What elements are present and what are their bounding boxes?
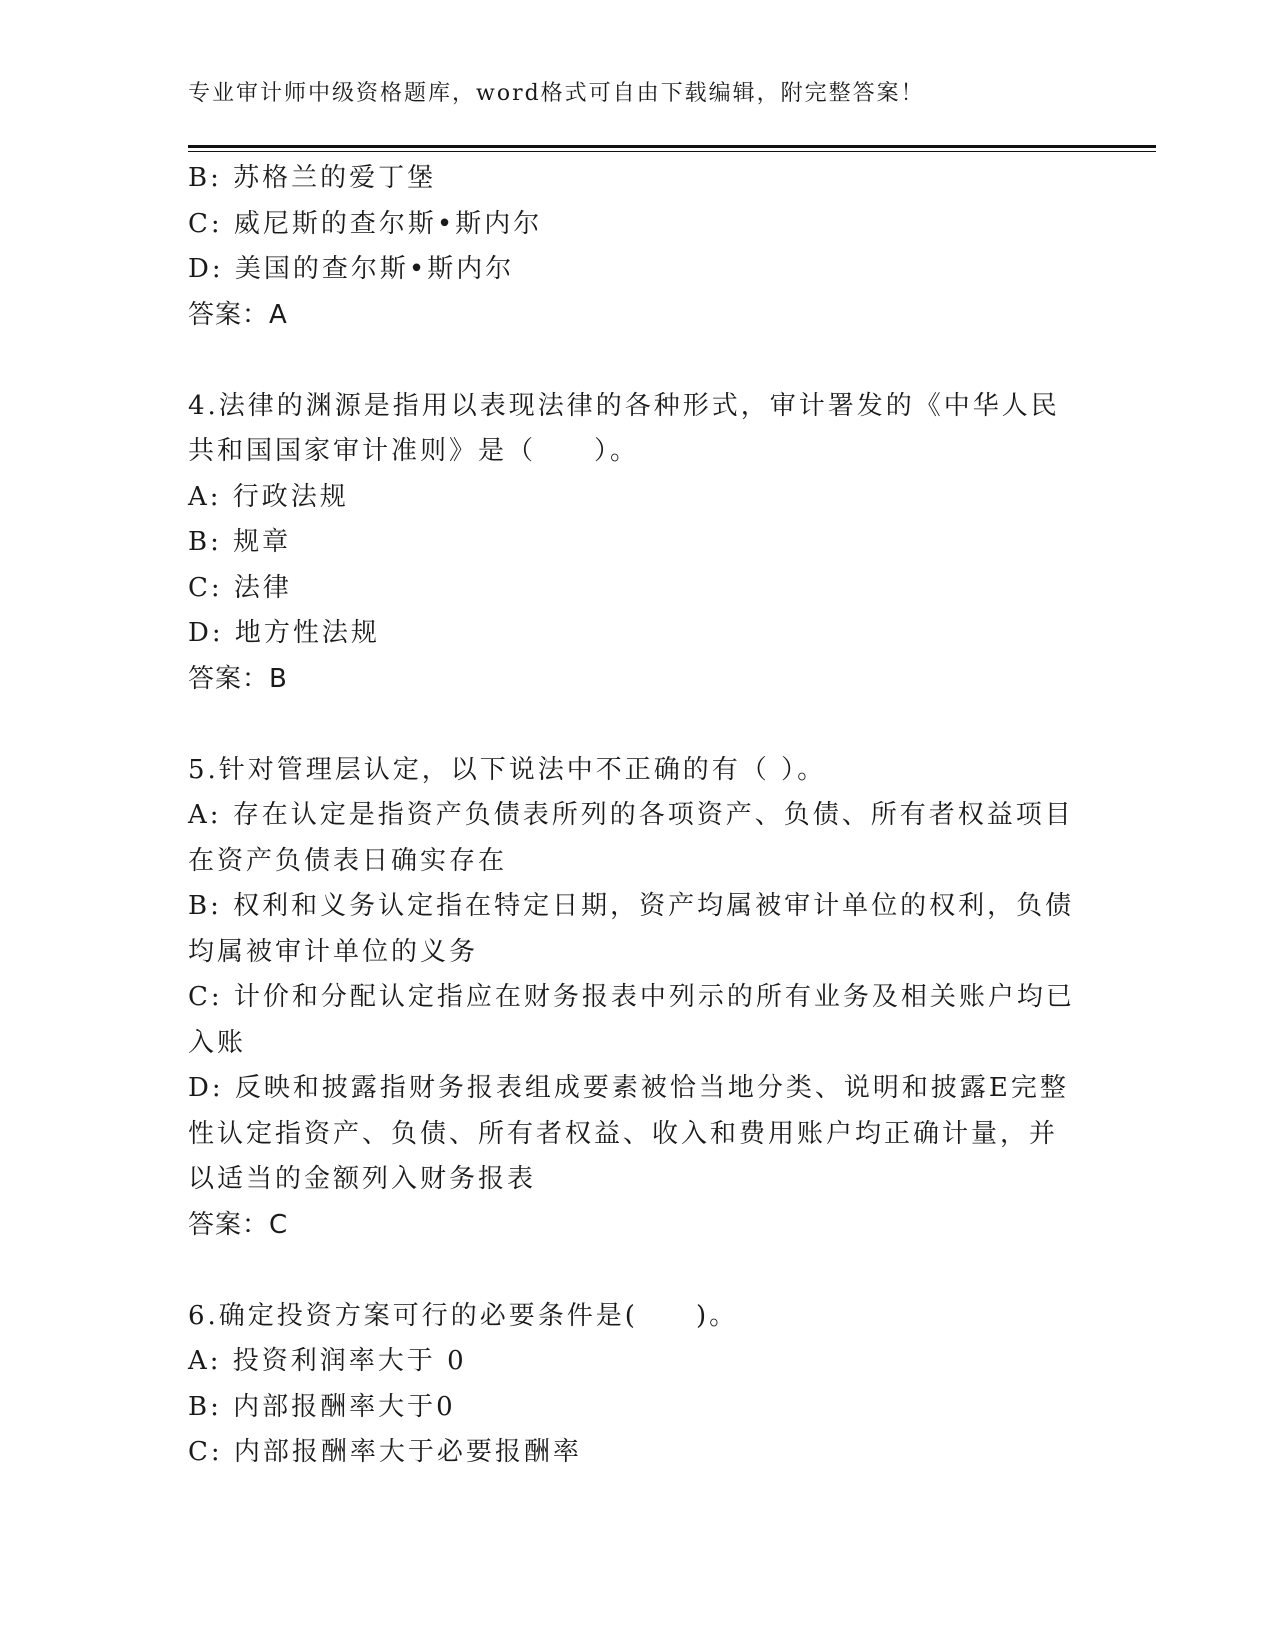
question-6 [188,1294,1088,1476]
option-c-cont: 入账 [188,1027,247,1058]
page-header: 专业审计师中级资格题库，word格式可自由下载编辑，附完整答案！ [188,81,925,106]
question-3 [188,156,1088,338]
question-stem: 6.确定投资方案可行的必要条件是( )。 [188,1300,739,1331]
option-d-cont: 以适当的金额列入财务报表 [188,1164,537,1194]
option-d: D: 美国的查尔斯•斯内尔 [188,254,515,284]
answer: 答案：B [188,663,288,694]
spacer [188,338,1088,384]
option-a: A: 存在认定是指资产负债表所列的各项资产、负债、所有者权益项目 [188,800,1074,830]
question-stem: 5.针对管理层认定，以下说法中不正确的有（ ）。 [188,754,827,785]
option-b: B: 权利和义务认定指在特定日期，资产均属被审计单位的权利，负债 [188,891,1075,921]
spacer [188,702,1088,748]
option-b: B: 内部报酬率大于0 [188,1391,456,1422]
spacer [188,1248,1088,1294]
option-b-cont: 均属被审计单位的义务 [188,936,479,967]
header-divider [188,145,1156,148]
option-b: B: 苏格兰的爱丁堡 [188,163,437,193]
question-stem: 共和国国家审计准则》是（ ）。 [188,436,640,466]
answer: 答案：A [188,299,288,330]
option-d: D: 地方性法规 [188,618,380,648]
option-b: B: 规章 [188,527,292,557]
option-c: C: 内部报酬率大于必要报酬率 [188,1437,582,1467]
question-content [188,156,1088,1476]
question-4 [188,384,1088,703]
question-5 [188,748,1088,1249]
option-a-cont: 在资产负债表日确实存在 [188,845,508,876]
header-divider-thin [188,151,1156,152]
option-c: C: 计价和分配认定指应在财务报表中列示的所有业务及相关账户均已 [188,982,1075,1012]
question-stem: 4.法律的渊源是指用以表现法律的各种形式，审计署发的《中华人民 [188,390,1060,421]
option-a: A: 投资利润率大于 0 [188,1346,467,1376]
option-c: C: 法律 [188,572,292,603]
answer: 答案：C [188,1209,289,1240]
option-a: A: 行政法规 [188,481,349,512]
option-c: C: 威尼斯的查尔斯•斯内尔 [188,208,543,239]
option-d: D: 反映和披露指财务报表组成要素被恰当地分类、说明和披露E完整 [188,1073,1069,1103]
option-d-cont: 性认定指资产、负债、所有者权益、收入和费用账户均正确计量，并 [188,1118,1059,1149]
